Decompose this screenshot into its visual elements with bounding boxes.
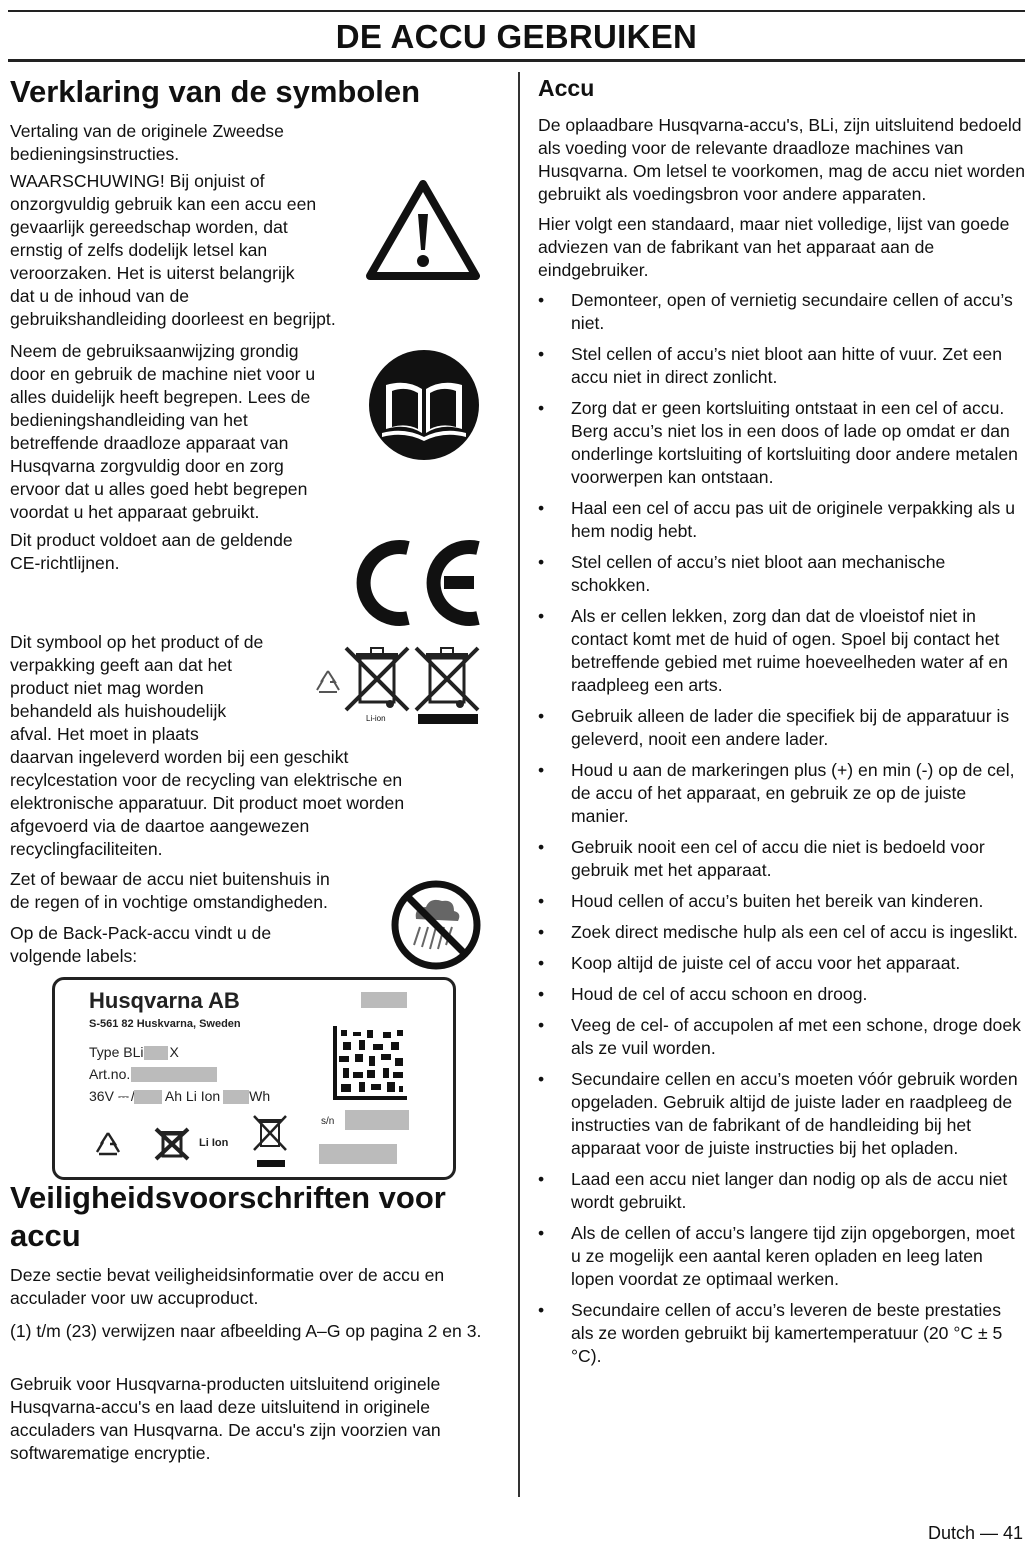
label-ratings: 36V ⎓ / Ah Li Ion Wh bbox=[89, 1088, 271, 1104]
label-weee-liion-icon bbox=[153, 1126, 193, 1162]
liion-small-label: Li-ion bbox=[366, 714, 386, 723]
column-divider bbox=[518, 72, 520, 1497]
list-item: • Zorg dat er geen kortsluiting ontstaat in een cel of accu. Berg accu’s niet los in een doos of lade op omdat er dan onderlinge kortsluiting of kortsluiting door andere metalen voorwerpen kan ontstaan. bbox=[538, 398, 1018, 487]
accu-intro: De oplaadbare Husqvarna-accu's, BLi, zijn uitsluitend bedoeld als voeding voor de relevante draadloze machines van Husqvarna. Om letsel te voorkomen, mag de accu niet worden gebruikt als voedingsbron voor andere apparaten. bbox=[538, 115, 1025, 204]
list-item: • Haal een cel of accu pas uit de originele verpakking als u hem nodig hebt. bbox=[538, 498, 1016, 541]
list-item: • Als er cellen lekken, zorg dan dat de vloeistof niet in contact komt met de huid of ogen. Spoel bij contact het betreffende gebied met ruime hoeveelheden water af en raadpleeg een arts. bbox=[538, 606, 1008, 695]
warning-triangle-icon bbox=[366, 180, 480, 280]
original-accu-text: Gebruik voor Husqvarna-producten uitsluitend originele Husqvarna-accu's en laad deze uitsluitend in originele acculaders van Husqvarna. De accu's zijn voorzien van softwarematige encryptie. bbox=[10, 1374, 441, 1463]
data-matrix-icon bbox=[333, 1026, 407, 1100]
label-type: Type BLi X bbox=[89, 1044, 179, 1060]
label-address: S-561 82 Huskvarna, Sweden bbox=[89, 1018, 241, 1030]
battery-label-plate bbox=[52, 977, 456, 1180]
list-item: • Houd cellen of accu’s buiten het bereik van kinderen. bbox=[538, 891, 984, 911]
figure-reference: (1) t/m (23) verwijzen naar afbeelding A–G op pagina 2 en 3. bbox=[10, 1321, 482, 1341]
intro-text: Vertaling van de originele Zweedse bedieningsinstructies. bbox=[10, 121, 284, 164]
page-footer: Dutch — 41 bbox=[927, 1523, 1023, 1543]
label-art-no: Art.no. bbox=[89, 1066, 131, 1082]
ce-text: Dit product voldoet aan de geldende CE-richtlijnen. bbox=[10, 530, 293, 573]
page-title: DE ACCU GEBRUIKEN bbox=[335, 18, 698, 55]
redacted-block bbox=[131, 1067, 217, 1082]
heading-accu: Accu bbox=[538, 75, 595, 101]
advice-intro: Hier volgt een standaard, maar niet volledige, lijst van goede adviezen van de fabrikant van het apparaat aan de eindgebruiker. bbox=[538, 214, 1010, 280]
list-item: • Houd de cel of accu schoon en droog. bbox=[538, 984, 868, 1004]
list-item: • Gebruik nooit een cel of accu die niet is bedoeld voor gebruik met het apparaat. bbox=[538, 837, 985, 880]
read-manual-icon bbox=[368, 349, 480, 461]
label-liion: Li Ion bbox=[199, 1137, 229, 1149]
list-item: • Secundaire cellen of accu’s leveren de beste prestaties als ze worden gebruikt bij kamertemperatuur (20 °C ± 5 °C). bbox=[538, 1300, 1003, 1366]
list-item: • Secundaire cellen en accu’s moeten vóór gebruik worden opgeladen. Gebruik altijd de juiste lader en raadpleeg de instructies van de fabrikant of de handleiding bij het apparaat voor de juiste instructies bij het opladen. bbox=[538, 1069, 1018, 1158]
safety-intro: Deze sectie bevat veiligheidsinformatie over de accu en acculader voor uw accuproduct. bbox=[10, 1265, 445, 1308]
manual-text: Neem de gebruiksaanwijzing grondig door en gebruik de machine niet voor u alles duidelijk heeft begrepen. Lees de bedieningshandleiding van het betreffende draadloze apparaat van Husqvarna zorgvuldig door en zorg ervoor dat u alles goed hebt begrepen voordat u het apparaat gebruikt. bbox=[10, 341, 316, 522]
warning-text: WAARSCHUWING! Bij onjuist of onzorgvuldig gebruik kan een accu een gevaarlijk gereedschap worden, dat ernstig of zelfs dodelijk letsel kan veroorzaken. Het is uiterst belangrijk dat u de inhoud van de gebruikshandleiding doorleest en begrijpt. bbox=[10, 171, 336, 329]
backpack-text: Op de Back-Pack-accu vindt u de volgende labels: bbox=[10, 923, 272, 966]
weee-bin-icon bbox=[412, 644, 482, 728]
list-item: • Demonteer, open of vernietig secundaire cellen of accu’s niet. bbox=[538, 290, 1013, 333]
weee-text: Dit symbool op het product of de verpakking geeft aan dat het product niet mag worden behandeld als huishoudelijk afval. Het moet in plaats daarvan ingeleverd worden bij een geschikt recylcestation voor de recycling van elektrische en elektronische apparatuur. Dit product moet worden afgevoerd via de daartoe aangewezen recyclingfaciliteiten. bbox=[10, 632, 405, 859]
list-item: • Als de cellen of accu’s langere tijd zijn opgeborgen, moet u ze mogelijk een aantal keren opladen en leeg laten lopen voordat ze optimaal werken. bbox=[538, 1223, 1015, 1289]
list-item: • Veeg de cel- of accupolen af met een schone, droge doek als ze vuil worden. bbox=[538, 1015, 1021, 1058]
redacted-block bbox=[319, 1144, 397, 1164]
list-item: • Houd u aan de markeringen plus (+) en min (-) op de cel, de accu of het apparaat, en gebruik ze op de juiste manier. bbox=[538, 760, 1015, 826]
list-item: • Laad een accu niet langer dan nodig op als de accu niet wordt gebruikt. bbox=[538, 1169, 1008, 1212]
label-recycle-icon bbox=[93, 1130, 123, 1160]
heading-safety: Veiligheidsvoorschriften voor accu bbox=[10, 1180, 446, 1253]
list-item: • Stel cellen of accu’s niet bloot aan mechanische schokken. bbox=[538, 552, 946, 595]
list-item: • Zoek direct medische hulp als een cel of accu is ingeslikt. bbox=[538, 922, 1018, 942]
label-serial: s/n bbox=[321, 1116, 335, 1127]
heading-symbols: Verklaring van de symbolen bbox=[10, 74, 421, 109]
ce-mark-icon bbox=[352, 538, 482, 628]
label-weee-bin-icon bbox=[251, 1112, 291, 1168]
rain-text: Zet of bewaar de accu niet buitenshuis in de regen of in vochtige omstandigheden. bbox=[10, 869, 330, 912]
list-item: • Koop altijd de juiste cel of accu voor het apparaat. bbox=[538, 953, 961, 973]
redacted-block bbox=[361, 992, 407, 1008]
right-column bbox=[538, 72, 1028, 1376]
label-brand: Husqvarna AB bbox=[89, 988, 240, 1013]
recycle-icon bbox=[313, 668, 343, 698]
no-rain-icon bbox=[390, 879, 482, 971]
title-rule bbox=[8, 59, 1025, 62]
safety-bullet-list bbox=[538, 289, 1028, 1368]
top-rule bbox=[8, 10, 1025, 12]
redacted-block bbox=[345, 1110, 409, 1130]
list-item: • Gebruik alleen de lader die specifiek bij de apparatuur is geleverd, nooit een andere lader. bbox=[538, 706, 1010, 749]
list-item: • Stel cellen of accu’s niet bloot aan hitte of vuur. Zet een accu niet in direct zonlicht. bbox=[538, 344, 1002, 387]
